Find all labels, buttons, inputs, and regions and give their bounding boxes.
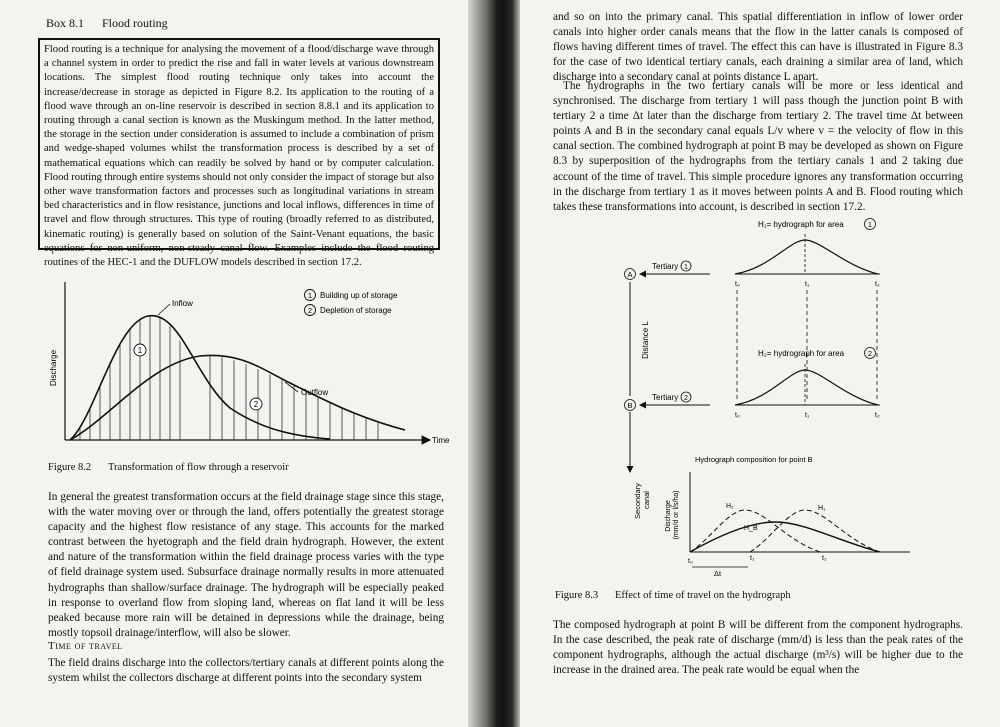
figure-8-2-caption [48, 462, 289, 473]
svg-text:t₁: t₁ [805, 412, 810, 419]
svg-text:t₂: t₂ [875, 281, 880, 288]
svg-text:t₂: t₂ [875, 412, 880, 419]
caption-number: Figure 8.3 [555, 590, 599, 601]
svg-text:H₁: H₁ [818, 505, 826, 512]
right-page [520, 0, 1000, 727]
svg-text:t₀: t₀ [688, 558, 693, 565]
inflow-curve [70, 316, 330, 440]
h1-hydrograph [735, 240, 878, 274]
point-a: A [627, 270, 633, 279]
outflow-label: Outflow [301, 388, 329, 397]
marker-1: 1 [137, 346, 143, 355]
y-axis-label: Discharge [49, 349, 58, 387]
figure-8-3-caption [555, 590, 791, 601]
flood-routing-box [38, 38, 440, 269]
inflow-label: Inflow [172, 299, 193, 308]
legend-2: Depletion of storage [320, 306, 392, 315]
svg-text:1: 1 [684, 264, 688, 271]
svg-text:t₂: t₂ [822, 555, 827, 562]
area-1-marker: 1 [867, 220, 873, 229]
tertiary-2-label: Tertiary [652, 393, 679, 402]
h1-label: H₁= hydrograph for area [758, 220, 844, 229]
book-gutter [468, 0, 520, 727]
svg-text:t₀: t₀ [735, 412, 740, 419]
area-2-marker: 2 [867, 349, 873, 358]
right-paragraph-3: The composed hydrograph at point B will be different from the component hydrographs. In the case described, the peak rate of discharge (mm/d) is less than the peak rates of the component hydrographs, although the actual discharge (m³/s) will be higher due to the increase in the drained area. The peak rate would be equal when the [553, 619, 963, 677]
storage-depletion-hatching [210, 348, 378, 440]
delta-t-label: Δt [714, 569, 722, 578]
section-heading: Time of travel [48, 640, 123, 652]
discharge-axis-label: Discharge (mm/d or l/s/ha) [665, 490, 680, 540]
svg-text:t₁: t₁ [805, 281, 810, 288]
point-b: B [627, 401, 633, 410]
svg-text:H_B: H_B [744, 525, 758, 532]
figure-8-3 [610, 210, 990, 580]
secondary-canal-label: Secondary canal [633, 483, 651, 519]
box-header [46, 16, 168, 31]
caption-text: Transformation of flow through a reservoir [108, 462, 289, 473]
caption-number: Figure 8.2 [48, 462, 92, 473]
box-title: Flood routing [102, 16, 168, 30]
composition-title: Hydrograph composition for point B [695, 455, 813, 464]
caption-text: Effect of time of travel on the hydrograph [615, 590, 791, 601]
svg-text:2: 2 [307, 306, 313, 315]
svg-text:t₀: t₀ [735, 281, 740, 288]
svg-text:1: 1 [307, 291, 313, 300]
left-paragraph-1: In general the greatest transformation occurs at the field drainage stage since this stage, with the water moving over or through the land, offers potentially the greatest storage capacity and the highest flow resistance of any stage. This accounts for the marked contrast between the hyetograph and the field drain hydrograph. However, the extent and nature of the transformation within the field drainage process varies with the type of field drainage system used. Subsurface drainage normally results in more attenuated hydrographs than shallow/surface drainage. The hydrograph will be especially peaked in response to overland flow from sloping land, whereas on flat land it will be less peaked because more rain will be detained in depressions while the drainage, being mostly topsoil drainage/interflow, will also be slower. [48, 491, 444, 639]
marker-2: 2 [253, 400, 259, 409]
box-text: Flood routing is a technique for analysing the movement of a flood/discharge wave through a channel system in order to predict the rise and fall in water levels at various downstream locations. The simplest flood routing technique only takes into account the increase/decrease in storage as depicted in Figure 8.2. Its application to the routing of a flood wave through an on-line reservoir is described in section 8.8.1 and its application to routing through a canal section is known as the Muskingum method. In the latter method, the storage in the section under consideration is assumed to include a combination of prism and wedge-shaped volumes whilst the transformation process is described by a set of mathematical equations which can readily be solved by hand or by computer calculation. Flood routing through entire systems should not only consider the impact of storage but also other wave transformation factors and processes such as longitudinal variations in stream bed characteristics and in flow resistance, junctions and local inflows, differences in time of travel and flow through structures. This type of routing (broadly referred to as distributed, kinematic routing) is generally based on solution of the Saint-Venant equations, the basic equations for non-uniform, non-steady canal flow. Examples include the flood routing routines of the HEC-1 and the DUFLOW models described in section 17.2. [44, 44, 434, 269]
left-paragraph-2: The field drains discharge into the collectors/tertiary canals at different points along the system whilst the collectors discharge at different points into the secondary system [48, 657, 444, 685]
svg-text:t₁: t₁ [750, 555, 755, 562]
h2-label: H₂= hydrograph for area [758, 349, 845, 358]
box-number: Box 8.1 [46, 16, 85, 30]
right-paragraph-1: and so on into the primary canal. This spatial differentiation in inflow of lower order canals into higher order canals means that the flow in the latter canals is composed of flows having different times of travel. The effect this can have is illustrated in Figure 8.3 for the case of two identical tertiary canals, each draining a similar area of land, which discharge into a secondary canal at points distance L apart. [553, 11, 963, 84]
right-paragraph-2: The hydrographs in the two tertiary canals will be more or less identical and synchronised. The discharge from tertiary 1 will pass though the junction point B with tertiary 2 a time Δt later than the discharge from tertiary 2. The travel time Δt between points A and B in the secondary canal equals L/v where v = the velocity of flow in this canal section. The combined hydrograph at point B may be developed as shown on Figure 8.3 by superposition of the hydrographs from the tertiary canals 1 and 2 taking due account of the time of travel. This simple procedure ignores any transformation occurring in the discharge from tertiary 1 as it moves between points A and B. Flood routing which takes these transformations into account, is described in section 17.2. [553, 80, 963, 213]
svg-text:2: 2 [684, 395, 688, 402]
distance-label: Distance L [641, 321, 650, 359]
figure-8-2 [30, 268, 460, 458]
x-axis-label: Time [432, 436, 450, 445]
left-page [0, 0, 468, 727]
svg-text:H₂: H₂ [726, 503, 734, 510]
legend-1: Building up of storage [320, 291, 398, 300]
h2-hydrograph [735, 370, 878, 405]
tertiary-1-label: Tertiary [652, 262, 679, 271]
